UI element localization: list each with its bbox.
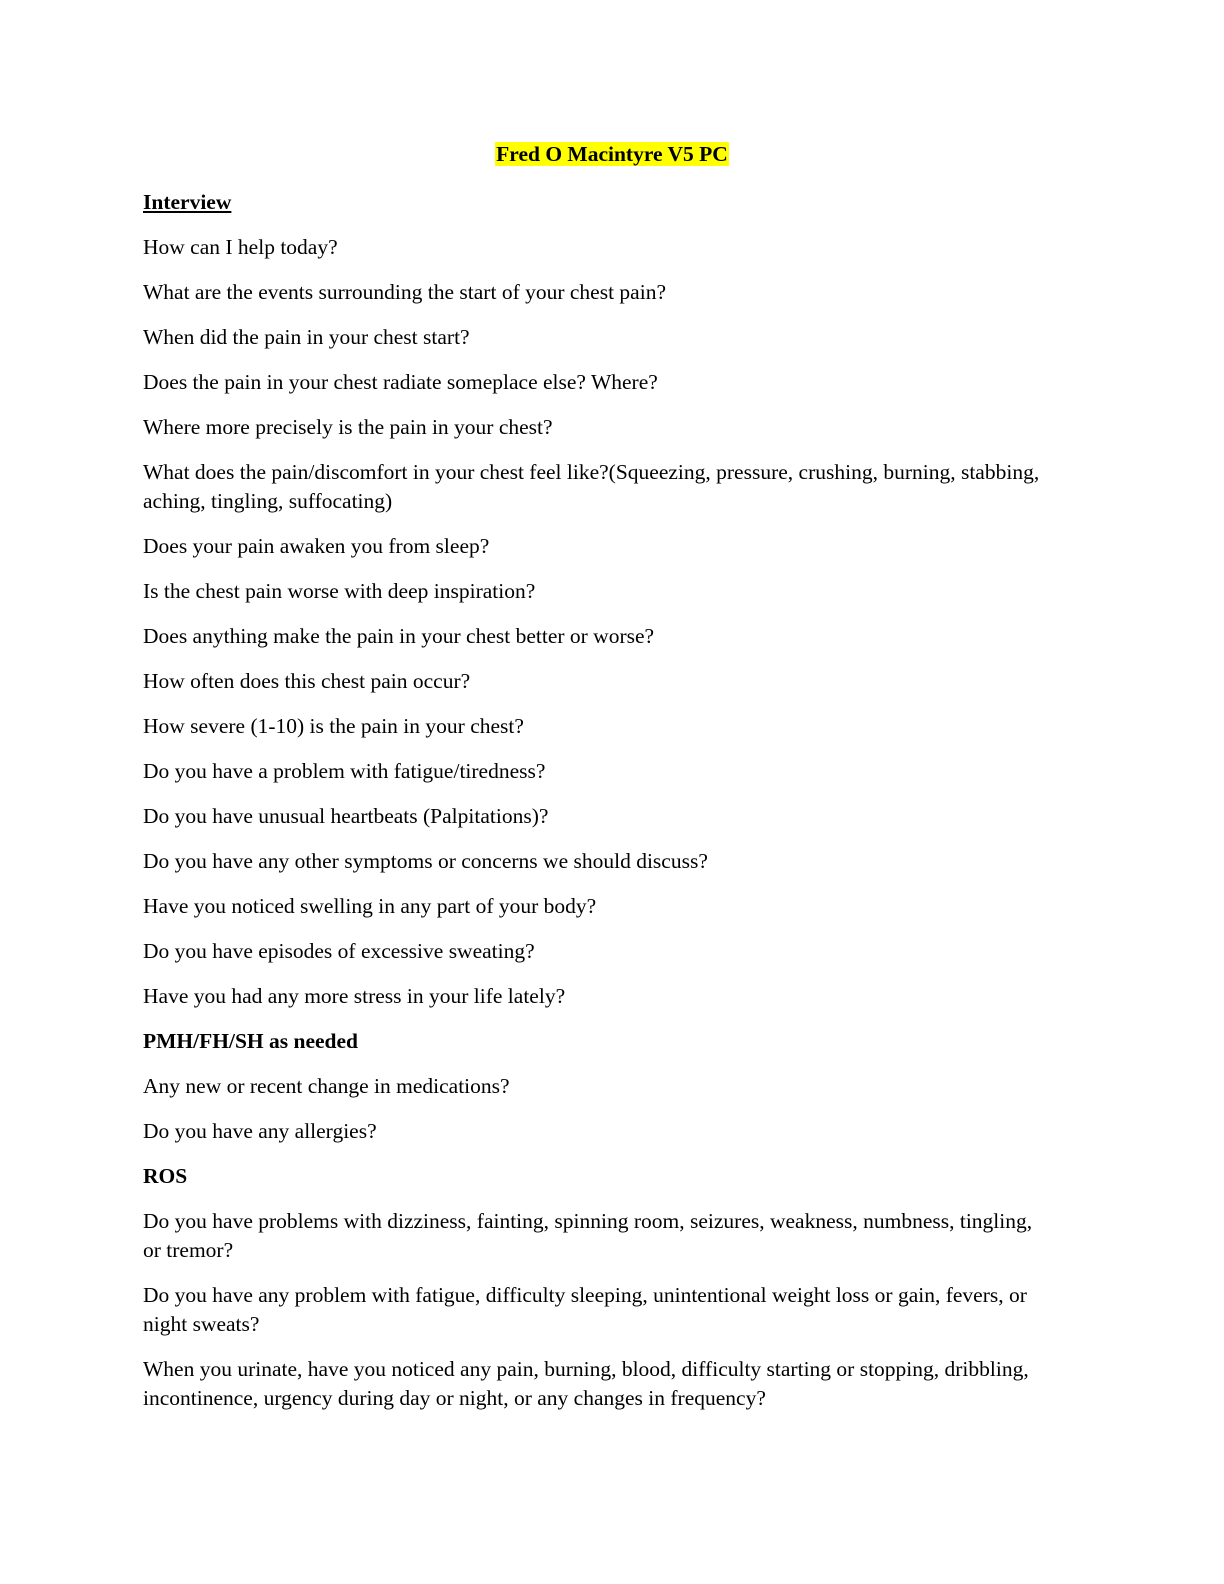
- section-heading: ROS: [143, 1164, 188, 1188]
- question-item: Do you have episodes of excessive sweating?: [143, 939, 535, 963]
- question-item: Do you have problems with dizziness, fainting, spinning room, seizures, weakness, numbness, tingling, or tremor?: [143, 1209, 1033, 1262]
- question-item: How can I help today?: [143, 235, 338, 259]
- question-item: Does your pain awaken you from sleep?: [143, 534, 490, 558]
- question-item: What does the pain/discomfort in your chest feel like?(Squeezing, pressure, crushing, burning, stabbing, aching, tingling, suffocating): [143, 460, 1040, 513]
- question-item: When did the pain in your chest start?: [143, 325, 470, 349]
- question-item: Do you have any allergies?: [143, 1119, 377, 1143]
- question-item: Does the pain in your chest radiate someplace else? Where?: [143, 370, 658, 394]
- question-item: What are the events surrounding the start of your chest pain?: [143, 280, 666, 304]
- section-heading: Interview: [143, 190, 232, 214]
- question-item: How severe (1-10) is the pain in your chest?: [143, 714, 524, 738]
- question-item: Do you have any other symptoms or concerns we should discuss?: [143, 849, 708, 873]
- document-body: [143, 188, 1053, 1429]
- question-item: Have you had any more stress in your life lately?: [143, 984, 566, 1008]
- document-title: Fred O Macintyre V5 PC: [496, 142, 728, 166]
- question-item: Do you have a problem with fatigue/tiredness?: [143, 759, 546, 783]
- question-item: Does anything make the pain in your chest better or worse?: [143, 624, 655, 648]
- question-item: Do you have unusual heartbeats (Palpitations)?: [143, 804, 549, 828]
- question-item: Is the chest pain worse with deep inspiration?: [143, 579, 536, 603]
- question-item: When you urinate, have you noticed any pain, burning, blood, difficulty starting or stopping, dribbling, incontinence, urgency during day or night, or any changes in frequency?: [143, 1357, 1029, 1410]
- question-item: Where more precisely is the pain in your chest?: [143, 415, 553, 439]
- question-item: Do you have any problem with fatigue, difficulty sleeping, unintentional weight loss or gain, fevers, or night sweats?: [143, 1283, 1027, 1336]
- question-item: How often does this chest pain occur?: [143, 669, 471, 693]
- section-heading: PMH/FH/SH as needed: [143, 1029, 358, 1053]
- question-item: Have you noticed swelling in any part of your body?: [143, 894, 597, 918]
- question-item: Any new or recent change in medications?: [143, 1074, 510, 1098]
